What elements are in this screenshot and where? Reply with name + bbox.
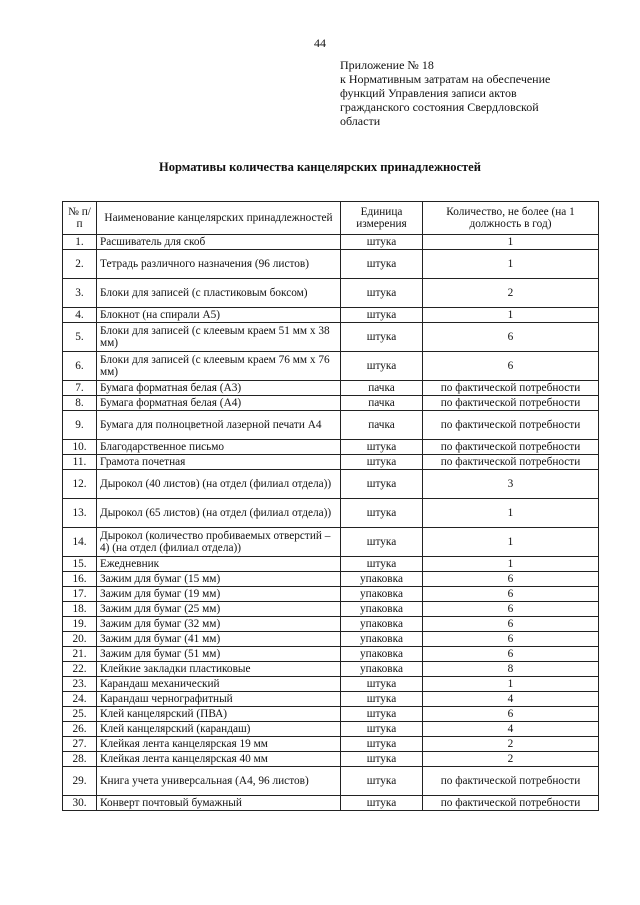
table-row [63, 396, 599, 411]
item-name: Ежедневник [97, 557, 341, 572]
item-name: Зажим для бумаг (25 мм) [97, 602, 341, 617]
row-number: 6. [63, 352, 97, 381]
row-number: 11. [63, 455, 97, 470]
norms-table [62, 201, 599, 811]
item-name: Блоки для записей (с пластиковым боксом) [97, 279, 341, 308]
item-unit: штука [341, 752, 423, 767]
item-unit: штука [341, 796, 423, 811]
row-number: 25. [63, 707, 97, 722]
header-unit: Единица измерения [341, 202, 423, 235]
item-name: Благодарственное письмо [97, 440, 341, 455]
table-body [63, 235, 599, 811]
table-row [63, 692, 599, 707]
item-quantity: по фактической потребности [423, 440, 599, 455]
item-unit: штука [341, 707, 423, 722]
item-quantity: 6 [423, 647, 599, 662]
item-name: Клейкие закладки пластиковые [97, 662, 341, 677]
row-number: 5. [63, 323, 97, 352]
item-name: Клей канцелярский (ПВА) [97, 707, 341, 722]
table-row [63, 587, 599, 602]
table-row [63, 250, 599, 279]
appendix-line: к Нормативным затратам на обеспечение [340, 72, 551, 86]
table-row [63, 381, 599, 396]
table-row [63, 411, 599, 440]
appendix-line: гражданского состояния Свердловской [340, 100, 539, 114]
table-header-row [63, 202, 599, 235]
row-number: 23. [63, 677, 97, 692]
table-row [63, 752, 599, 767]
item-quantity: 4 [423, 692, 599, 707]
item-name: Зажим для бумаг (51 мм) [97, 647, 341, 662]
row-number: 15. [63, 557, 97, 572]
item-quantity: 6 [423, 602, 599, 617]
item-unit: упаковка [341, 572, 423, 587]
item-quantity: по фактической потребности [423, 455, 599, 470]
item-unit: штука [341, 250, 423, 279]
appendix-line: области [340, 114, 381, 128]
table-row [63, 499, 599, 528]
table-row [63, 440, 599, 455]
item-quantity: 3 [423, 470, 599, 499]
row-number: 12. [63, 470, 97, 499]
item-unit: упаковка [341, 617, 423, 632]
item-name: Клей канцелярский (карандаш) [97, 722, 341, 737]
item-name: Конверт почтовый бумажный [97, 796, 341, 811]
appendix-note [340, 58, 600, 128]
table-row [63, 767, 599, 796]
item-quantity: по фактической потребности [423, 796, 599, 811]
row-number: 4. [63, 308, 97, 323]
item-unit: упаковка [341, 602, 423, 617]
item-unit: пачка [341, 396, 423, 411]
row-number: 22. [63, 662, 97, 677]
item-quantity: 1 [423, 557, 599, 572]
item-name: Бумага форматная белая (А4) [97, 396, 341, 411]
item-quantity: 1 [423, 235, 599, 250]
item-name: Грамота почетная [97, 455, 341, 470]
row-number: 8. [63, 396, 97, 411]
item-quantity: 2 [423, 279, 599, 308]
item-unit: штука [341, 352, 423, 381]
item-quantity: 6 [423, 323, 599, 352]
row-number: 7. [63, 381, 97, 396]
item-unit: упаковка [341, 632, 423, 647]
item-name: Зажим для бумаг (32 мм) [97, 617, 341, 632]
item-unit: штука [341, 557, 423, 572]
table-row [63, 352, 599, 381]
appendix-line: функций Управления записи актов [340, 86, 517, 100]
table-row [63, 235, 599, 250]
item-name: Расшиватель для скоб [97, 235, 341, 250]
item-name: Бумага форматная белая (А3) [97, 381, 341, 396]
item-quantity: 1 [423, 499, 599, 528]
item-unit: пачка [341, 411, 423, 440]
item-unit: штука [341, 692, 423, 707]
item-unit: штука [341, 323, 423, 352]
item-name: Книга учета универсальная (А4, 96 листов) [97, 767, 341, 796]
item-name: Дырокол (количество пробиваемых отверстий – 4) (на отдел (филиал отдела)) [97, 528, 341, 557]
row-number: 17. [63, 587, 97, 602]
item-name: Карандаш механический [97, 677, 341, 692]
table-row [63, 647, 599, 662]
item-quantity: 1 [423, 250, 599, 279]
table-row [63, 557, 599, 572]
row-number: 14. [63, 528, 97, 557]
item-quantity: 2 [423, 737, 599, 752]
item-name: Дырокол (65 листов) (на отдел (филиал отдела)) [97, 499, 341, 528]
item-quantity: 8 [423, 662, 599, 677]
row-number: 24. [63, 692, 97, 707]
item-name: Блоки для записей (с клеевым краем 51 мм х 38 мм) [97, 323, 341, 352]
item-quantity: по фактической потребности [423, 396, 599, 411]
table-row [63, 796, 599, 811]
item-unit: штука [341, 499, 423, 528]
item-unit: штука [341, 308, 423, 323]
row-number: 28. [63, 752, 97, 767]
table-row [63, 662, 599, 677]
row-number: 20. [63, 632, 97, 647]
row-number: 27. [63, 737, 97, 752]
item-quantity: по фактической потребности [423, 411, 599, 440]
item-quantity: 6 [423, 572, 599, 587]
document-title: Нормативы количества канцелярских принадлежностей [159, 160, 481, 174]
table-row [63, 617, 599, 632]
item-name: Тетрадь различного назначения (96 листов) [97, 250, 341, 279]
item-name: Карандаш чернографитный [97, 692, 341, 707]
row-number: 1. [63, 235, 97, 250]
item-unit: штука [341, 722, 423, 737]
item-unit: штука [341, 470, 423, 499]
item-name: Дырокол (40 листов) (на отдел (филиал отдела)) [97, 470, 341, 499]
item-quantity: 2 [423, 752, 599, 767]
item-quantity: 6 [423, 587, 599, 602]
row-number: 18. [63, 602, 97, 617]
item-unit: штука [341, 235, 423, 250]
item-name: Бумага для полноцветной лазерной печати А4 [97, 411, 341, 440]
item-unit: штука [341, 737, 423, 752]
item-quantity: 6 [423, 707, 599, 722]
row-number: 10. [63, 440, 97, 455]
item-unit: упаковка [341, 587, 423, 602]
item-unit: штука [341, 279, 423, 308]
item-quantity: 6 [423, 352, 599, 381]
row-number: 16. [63, 572, 97, 587]
page-number: 44 [314, 36, 326, 50]
item-unit: штука [341, 677, 423, 692]
table-row [63, 455, 599, 470]
table-row [63, 737, 599, 752]
table-row [63, 470, 599, 499]
table-row [63, 528, 599, 557]
row-number: 2. [63, 250, 97, 279]
item-quantity: 6 [423, 632, 599, 647]
row-number: 3. [63, 279, 97, 308]
item-quantity: 6 [423, 617, 599, 632]
row-number: 26. [63, 722, 97, 737]
header-qty: Количество, не более (на 1 должность в год) [423, 202, 599, 235]
item-quantity: 1 [423, 528, 599, 557]
table-row [63, 279, 599, 308]
item-quantity: 4 [423, 722, 599, 737]
item-unit: штука [341, 440, 423, 455]
item-quantity: 1 [423, 677, 599, 692]
item-name: Зажим для бумаг (41 мм) [97, 632, 341, 647]
item-name: Блокнот (на спирали А5) [97, 308, 341, 323]
item-unit: упаковка [341, 647, 423, 662]
table-row [63, 602, 599, 617]
item-name: Зажим для бумаг (19 мм) [97, 587, 341, 602]
item-unit: пачка [341, 381, 423, 396]
header-name: Наименование канцелярских принадлежностей [97, 202, 341, 235]
table-row [63, 632, 599, 647]
row-number: 19. [63, 617, 97, 632]
header-num: № п/п [63, 202, 97, 235]
row-number: 29. [63, 767, 97, 796]
item-name: Зажим для бумаг (15 мм) [97, 572, 341, 587]
item-unit: штука [341, 455, 423, 470]
row-number: 21. [63, 647, 97, 662]
item-name: Клейкая лента канцелярская 19 мм [97, 737, 341, 752]
table-row [63, 707, 599, 722]
item-quantity: 1 [423, 308, 599, 323]
table-row [63, 677, 599, 692]
table-row [63, 308, 599, 323]
item-quantity: по фактической потребности [423, 767, 599, 796]
item-unit: штука [341, 528, 423, 557]
item-unit: штука [341, 767, 423, 796]
row-number: 30. [63, 796, 97, 811]
row-number: 13. [63, 499, 97, 528]
item-unit: упаковка [341, 662, 423, 677]
table-row [63, 722, 599, 737]
table-row [63, 572, 599, 587]
appendix-line: Приложение № 18 [340, 58, 434, 72]
table-row [63, 323, 599, 352]
item-name: Клейкая лента канцелярская 40 мм [97, 752, 341, 767]
item-quantity: по фактической потребности [423, 381, 599, 396]
item-name: Блоки для записей (с клеевым краем 76 мм х 76 мм) [97, 352, 341, 381]
row-number: 9. [63, 411, 97, 440]
